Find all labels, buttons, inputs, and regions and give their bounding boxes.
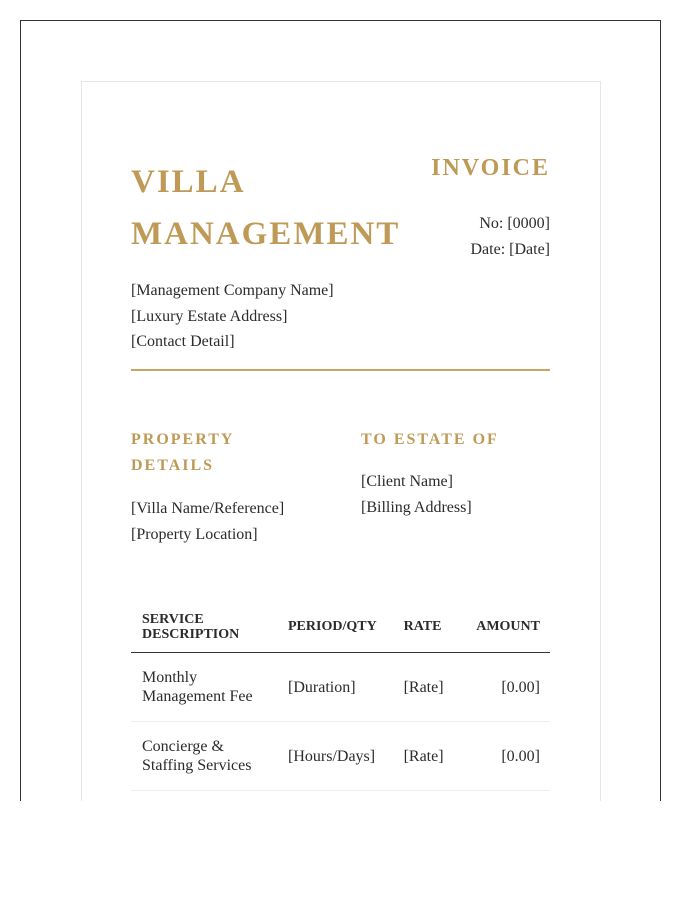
row-description bbox=[131, 653, 277, 722]
row-rate: [Rate] bbox=[393, 653, 452, 722]
table-row bbox=[131, 722, 550, 791]
table-row bbox=[131, 653, 550, 722]
property-details-heading bbox=[131, 427, 331, 479]
company-contact: [Contact Detail] bbox=[131, 333, 235, 350]
villa-name: [Villa Name/Reference] bbox=[131, 500, 285, 517]
company-info bbox=[131, 278, 334, 355]
row-description-line1: Monthly bbox=[142, 669, 198, 686]
services-table bbox=[131, 603, 550, 791]
company-title-line2: MANAGEMENT bbox=[131, 216, 401, 252]
row-description-line2: Staffing Services bbox=[142, 757, 252, 774]
header-service-description bbox=[131, 603, 277, 653]
estate-lines bbox=[361, 469, 551, 521]
property-location: [Property Location] bbox=[131, 526, 258, 543]
invoice-meta bbox=[470, 211, 550, 263]
header-description-line1: SERVICE bbox=[142, 611, 204, 627]
property-details-section bbox=[131, 427, 331, 548]
billing-address: [Billing Address] bbox=[361, 499, 472, 516]
company-title-line1: VILLA bbox=[131, 164, 246, 200]
row-period: [Hours/Days] bbox=[277, 722, 393, 791]
invoice-number: No: [0000] bbox=[479, 215, 550, 232]
estate-section bbox=[361, 427, 551, 521]
property-heading-line1: PROPERTY bbox=[131, 431, 235, 448]
row-amount: [0.00] bbox=[452, 653, 550, 722]
company-title bbox=[131, 156, 431, 260]
row-description bbox=[131, 722, 277, 791]
row-rate: [Rate] bbox=[393, 722, 452, 791]
property-details-lines bbox=[131, 496, 331, 548]
row-description-line2: Management Fee bbox=[142, 688, 253, 705]
header-rate: RATE bbox=[393, 603, 452, 653]
page-cutoff bbox=[0, 801, 700, 900]
header-period-qty: PERIOD/QTY bbox=[277, 603, 393, 653]
estate-heading: TO ESTATE OF bbox=[361, 431, 499, 448]
header-amount: AMOUNT bbox=[452, 603, 550, 653]
invoice-label: INVOICE bbox=[431, 155, 550, 181]
client-name: [Client Name] bbox=[361, 473, 453, 490]
row-period: [Duration] bbox=[277, 653, 393, 722]
company-name: [Management Company Name] bbox=[131, 282, 334, 299]
company-address: [Luxury Estate Address] bbox=[131, 307, 288, 325]
row-description-line1: Concierge & bbox=[142, 738, 224, 755]
invoice-date: Date: [Date] bbox=[470, 241, 550, 258]
table-header-row bbox=[131, 603, 550, 653]
property-heading-line2: DETAILS bbox=[131, 457, 215, 474]
header-description-line2: DESCRIPTION bbox=[142, 626, 240, 642]
row-amount: [0.00] bbox=[452, 722, 550, 791]
header-divider bbox=[131, 369, 550, 371]
